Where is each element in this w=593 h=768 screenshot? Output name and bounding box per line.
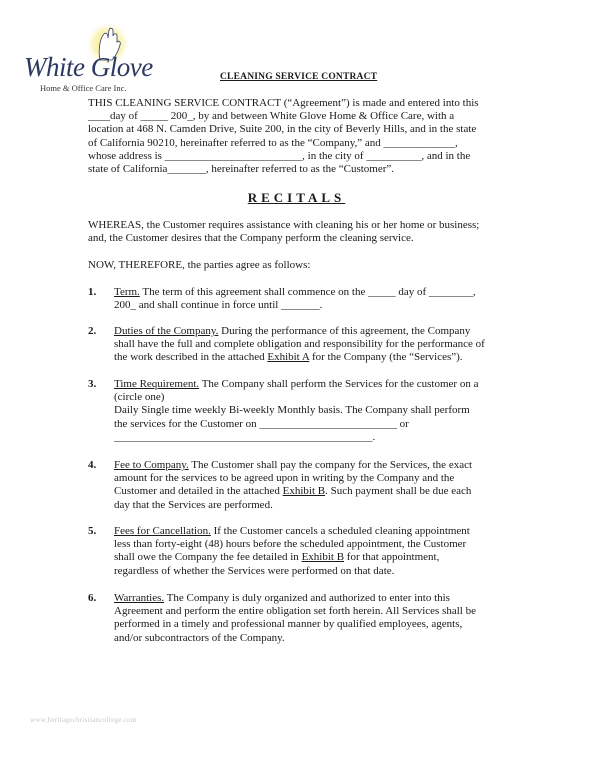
clause-text: the services for the Customer on _________________________ or (114, 417, 409, 430)
clause-heading: Time Requirement. (114, 378, 200, 390)
clause-text: and/or subcontractors of the Company. (114, 631, 285, 644)
logo-wordmark: White Glove (24, 52, 153, 82)
intro-line: of California 90210, hereinafter referred to as the “Company,” and _____________, (88, 136, 458, 149)
document-title: CLEANING SERVICE CONTRACT (220, 72, 378, 82)
intro-line: THIS CLEANING SERVICE CONTRACT (“Agreement”) is made and entered into this (88, 97, 479, 109)
clause-text: During the performance of this agreement, the Company (218, 325, 471, 337)
clause-text: Customer and detailed in the attached (114, 485, 283, 498)
clause-text: (circle one) (114, 391, 165, 404)
watermark: www.heritagechristiancollege.com (30, 716, 137, 724)
exhibit-reference: Exhibit B (282, 485, 326, 498)
clause-heading: Fee to Company. (114, 459, 189, 471)
clause-number: 4. (88, 459, 97, 471)
clause-number: 3. (88, 378, 97, 390)
clause-text: day that the Services are performed. (114, 498, 273, 511)
clause-text: regardless of whether the Services were performed on that date. (114, 564, 395, 577)
clause-number: 6. (88, 592, 97, 604)
clause-text: _______________________________________________. (114, 430, 376, 443)
clause-text: The Customer shall pay the company for the Services, the exact (188, 459, 473, 471)
clause-number: 1. (88, 286, 97, 298)
intro-line: ____day of _____ 200_, by and between White Glove Home & Office Care, with a (88, 110, 455, 123)
clause-text: . Such payment shall be due each (325, 485, 472, 498)
whereas-paragraph (88, 219, 513, 245)
now-therefore-line: NOW, THEREFORE, the parties agree as follows: (88, 259, 311, 271)
exhibit-reference: Exhibit A (267, 351, 310, 364)
clause-number: 5. (88, 525, 97, 537)
clause-number: 2. (88, 325, 97, 337)
whereas-line: WHEREAS, the Customer requires assistance with cleaning his or her home or business; (88, 219, 480, 231)
clause-heading: Term. (114, 286, 140, 298)
clause-text: The term of this agreement shall commence on the _____ day of ________, (139, 286, 476, 298)
intro-line: state of California_______, hereinafter referred to as the “Customer”. (88, 163, 395, 176)
clause-text: shall owe the Company the fee detailed in (114, 551, 302, 564)
clause-text: less than forty-eight (48) hours before the scheduled appointment, the Customer (114, 538, 467, 551)
exhibit-reference: Exhibit B (301, 551, 345, 564)
frequency-options: Daily Single time weekly Bi-weekly Monthly basis. The Company shall perform (114, 404, 470, 417)
clause-heading: Fees for Cancellation. (114, 525, 211, 537)
intro-line: location at 468 N. Camden Drive, Suite 200, in the city of Beverly Hills, and in the state (88, 123, 477, 136)
clause-text: shall have the full and complete obligation and responsibility for the performance of (114, 338, 485, 351)
logo-subtitle: Home & Office Care Inc. (40, 83, 127, 93)
clause-text: amount for the services to be agreed upon in writing by the Company and the (114, 472, 455, 485)
clause-text: Agreement and perform the entire obligation set forth herein. All Services shall be (114, 605, 476, 618)
clause-text: 200_ and shall continue in force until _______. (114, 299, 323, 312)
clause-text: The Company shall perform the Services for the customer on a (199, 378, 479, 390)
clause-text: If the Customer cancels a scheduled cleaning appointment (210, 525, 470, 537)
clause-text: for that appointment, (344, 551, 440, 564)
clause-text: The Company is duly organized and authorized to enter into this (164, 592, 450, 604)
recitals-heading: RECITALS (247, 190, 346, 205)
clause-heading: Duties of the Company. (114, 325, 219, 337)
clause-text: for the Company (the “Services”). (309, 351, 463, 364)
clause-text: the work described in the attached (114, 351, 268, 364)
intro-line: whose address is _________________________, in the city of __________, and in the (88, 149, 471, 162)
whereas-line: and, the Customer desires that the Company perform the cleaning service. (88, 232, 414, 245)
intro-paragraph (88, 97, 513, 176)
company-logo (22, 22, 182, 92)
clause-heading: Warranties. (114, 592, 165, 604)
clause-text: performed in a timely and professional manner by qualified employees, agents, (114, 618, 463, 631)
